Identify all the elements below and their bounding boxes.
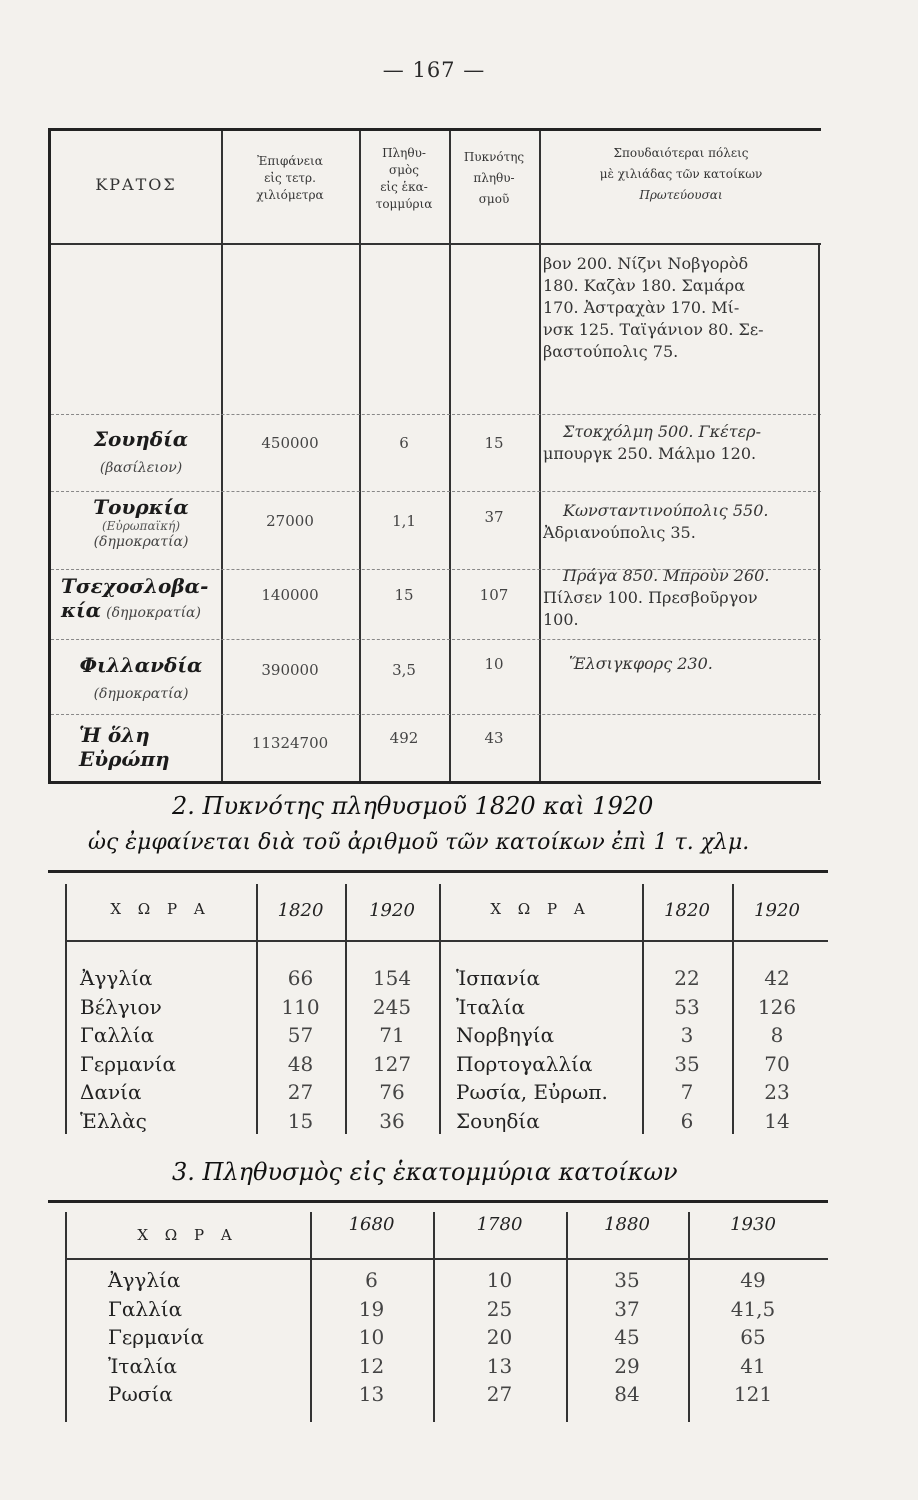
col-1680: 1680 xyxy=(348,1214,395,1235)
right-countries xyxy=(456,964,608,1135)
col-divider xyxy=(439,884,441,1134)
row-czech-cities: Πράγα 850. Μπροὺν 260. Πίλσεν 100. Πρεσβοῦργον 100. xyxy=(543,566,770,629)
col-1920-left: 1920 xyxy=(369,900,415,921)
row-sweden-pop: 6 xyxy=(399,434,409,452)
list-item: Γερμανία xyxy=(80,1051,177,1076)
row-divider xyxy=(51,491,821,492)
list-item: Ἀγγλία xyxy=(108,1268,181,1292)
list-item: Πορτογαλλία xyxy=(456,1051,593,1076)
row-turkey-area: 27000 xyxy=(266,512,314,530)
list-item: Νορβηγία xyxy=(456,1023,555,1047)
density-table xyxy=(48,870,828,1140)
values-1680: 6 19 10 12 13 xyxy=(358,1268,385,1406)
row-sweden-cities: Στοκχόλμη 500. Γκέτερ- μπουργκ 250. Μάλμο 120. xyxy=(543,422,761,463)
row-finland-name: Φιλλανδία (δημοκρατία) xyxy=(79,653,203,702)
col-divider xyxy=(539,131,541,781)
table-top-border xyxy=(48,1200,828,1203)
list-item: Ἀγγλία xyxy=(80,966,153,990)
row-czech-pop: 15 xyxy=(394,586,414,604)
col-1920-right: 1920 xyxy=(754,900,800,921)
row-sweden-density: 15 xyxy=(484,434,504,452)
header-cities: Σπουδαιότεραι πόλεις μὲ χιλιάδας τῶν κατοίκων Πρωτεύουσαι xyxy=(599,146,763,202)
values-1930: 49 41,5 65 41 121 xyxy=(730,1268,776,1406)
section2-title: 2. Πυκνότης πληθυσμοῦ 1820 καὶ 1920 xyxy=(172,792,654,820)
header-divider xyxy=(65,940,828,942)
row-finland-pop: 3,5 xyxy=(392,661,416,679)
population-table xyxy=(48,1200,828,1430)
col-1930: 1930 xyxy=(730,1214,776,1235)
col-country: Χ Ω Ρ Α xyxy=(137,1226,238,1244)
row-czech-name: Τσεχοσλοβα- κία (δημοκρατία) xyxy=(61,574,209,622)
header-area: Ἐπιφάνεια εἰς τετρ. χιλιόμετρα xyxy=(256,154,324,202)
row-finland-density: 10 xyxy=(484,655,504,673)
col-divider xyxy=(449,131,451,781)
row-finland-cities: Ἕλσιγκφορς 230. xyxy=(569,654,713,673)
header-state: ΚΡΑΤΟΣ xyxy=(95,175,177,194)
row-europe-name: Ἡ ὅλη Εὐρώπη xyxy=(79,723,170,771)
row-divider xyxy=(51,414,821,415)
page-number: — 167 — xyxy=(382,58,486,82)
list-item: Βέλγιον xyxy=(80,994,162,1019)
row-turkey-density: 37 xyxy=(484,508,504,526)
col-divider xyxy=(359,131,361,781)
row-czech-density: 107 xyxy=(479,586,509,604)
row-sweden-name: Σουηδία (βασίλειον) xyxy=(93,427,189,476)
header-divider xyxy=(51,243,821,245)
list-item: Ρωσία xyxy=(108,1382,173,1406)
header-divider xyxy=(65,1258,828,1260)
col-country-right: Χ Ω Ρ Α xyxy=(490,900,591,918)
values-1880: 35 37 45 29 84 xyxy=(614,1268,640,1406)
row-europe-pop: 492 xyxy=(389,729,419,747)
col-1820-left: 1820 xyxy=(277,900,324,921)
row-europe-area: 11324700 xyxy=(251,734,329,752)
row-divider xyxy=(51,639,821,640)
list-item: Δανία xyxy=(80,1080,142,1104)
list-item: Σουηδία xyxy=(456,1108,540,1133)
list-item: Ἱσπανία xyxy=(456,966,541,990)
col-1820-right: 1820 xyxy=(664,900,710,921)
row-europe-density: 43 xyxy=(484,729,504,747)
list-item: Ρωσία, Εὐρωπ. xyxy=(456,1080,608,1104)
header-density: Πυκνότης πληθυ- σμοῦ xyxy=(463,150,525,206)
states-table xyxy=(48,128,821,784)
right-1920-values: 42 126 8 70 23 14 xyxy=(757,966,797,1133)
list-item: Γαλλία xyxy=(108,1296,183,1321)
row-turkey-name: Τουρκία (Εὐρωπαϊκή) (δημοκρατία) xyxy=(93,495,189,550)
section3-title: 3. Πληθυσμὸς εἰς ἑκατομμύρια κατοίκων xyxy=(172,1158,678,1186)
col-divider xyxy=(221,131,223,781)
row-turkey-cities: Κωνσταντινούπολις 550. Ἀδριανούπολις 35. xyxy=(543,501,769,542)
col-1780: 1780 xyxy=(476,1214,523,1235)
row-sweden-area: 450000 xyxy=(261,434,319,452)
values-1780: 10 25 20 13 27 xyxy=(486,1268,513,1406)
row-turkey-pop: 1,1 xyxy=(392,512,416,530)
left-1820-values: 66 110 57 48 27 15 xyxy=(281,966,320,1133)
col-country-left: Χ Ω Ρ Α xyxy=(110,900,211,918)
section2-subtitle: ὡς ἐμφαίνεται διὰ τοῦ ἀριθμοῦ τῶν κατοίκων ἐπὶ 1 τ. χλμ. xyxy=(88,830,750,855)
row-finland-area: 390000 xyxy=(261,661,319,679)
table-right-border xyxy=(818,245,820,780)
list-item: Ἰταλία xyxy=(456,994,526,1019)
list-item: Γαλλία xyxy=(80,1023,155,1047)
list-item: Ἰταλία xyxy=(108,1353,178,1378)
cities-continuation: βον 200. Νίζνι Νοβγορὸδ 180. Καζὰν 180. Σαμάρα 170. Ἀστραχὰν 170. Μί- νσκ 125. Ταϊγάνιον 80. Σε- βαστούπολις 75. xyxy=(543,254,764,361)
left-countries xyxy=(80,964,176,1135)
right-1820-values: 22 53 3 35 7 6 xyxy=(674,966,700,1133)
list-item: Ἑλλὰς xyxy=(80,1108,147,1133)
left-1920-values: 154 245 71 127 76 36 xyxy=(372,966,412,1133)
header-population: Πληθυ- σμὸς εἰς ἑκα- τομμύρια xyxy=(375,146,433,211)
countries xyxy=(108,1266,204,1409)
row-divider xyxy=(51,714,821,715)
row-czech-area: 140000 xyxy=(261,586,319,604)
col-1880: 1880 xyxy=(604,1214,650,1235)
table-top-border xyxy=(48,870,828,873)
list-item: Γερμανία xyxy=(108,1325,205,1349)
col-divider xyxy=(65,884,67,1134)
